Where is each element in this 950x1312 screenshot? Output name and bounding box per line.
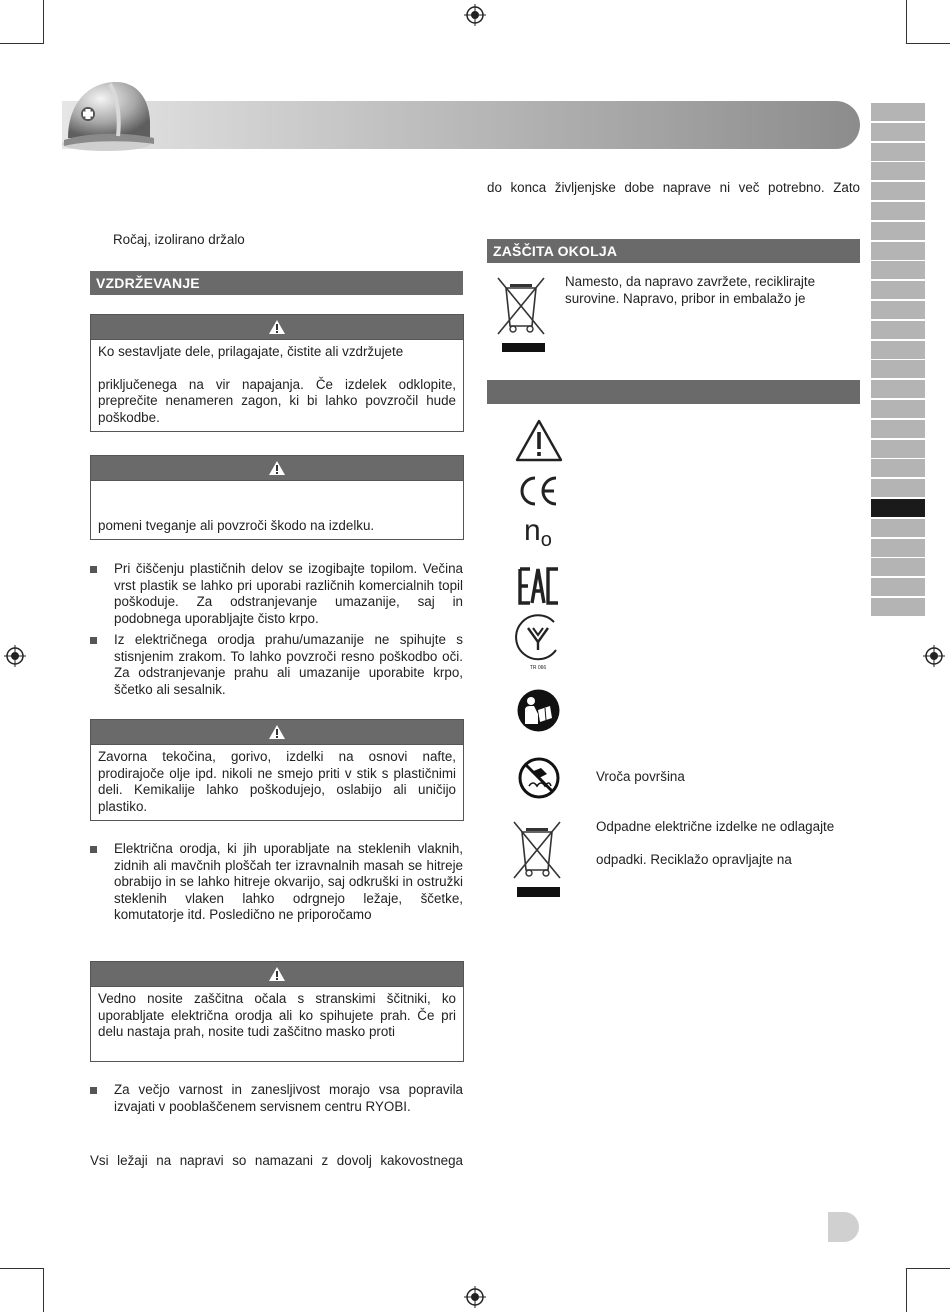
noise-level-n: n — [524, 514, 541, 547]
warning-triangle-icon — [268, 460, 286, 476]
crop-mark — [906, 43, 950, 44]
chapter-tab[interactable] — [871, 222, 925, 240]
crop-mark — [43, 1268, 44, 1312]
chapter-tab-active[interactable] — [871, 499, 925, 517]
bearings-text: Vsi ležaji na napravi so namazani z dovolj kakovostnega — [90, 1153, 463, 1168]
warning-header — [91, 315, 463, 340]
crop-mark — [43, 0, 44, 44]
chapter-tab[interactable] — [871, 202, 925, 220]
chapter-tab[interactable] — [871, 103, 925, 121]
warning-text: pomeni tveganje ali povzroči škodo na izdelku. — [98, 518, 375, 533]
list-item: Pri čiščenju plastičnih delov se izogibajte topilom. Večina vrst plastik se lahko pri uporabi različnih komercialnih topil poškoduje. Za odstranjevanje umazanije, saj in podobnega uporabljajte čisto krpo. — [90, 561, 463, 627]
warning-box — [90, 961, 464, 1062]
hot-surface-icon — [517, 756, 561, 800]
chapter-tab[interactable] — [871, 558, 925, 576]
registration-mark-icon — [4, 645, 26, 667]
warning-triangle-icon — [268, 724, 286, 740]
chapter-tab[interactable] — [871, 420, 925, 438]
weee-text-line1: Odpadne električne izdelke ne odlagajte — [596, 819, 835, 834]
chapter-tab[interactable] — [871, 242, 925, 260]
list-item: Iz električnega orodja prahu/umazanije ne spihujte s stisnjenim zrakom. To lahko povzroči resno poškodbo oči. Za odstranjevanje prahu ali umazanije uporabite krpo, ščetko ali sesalnik. — [90, 632, 463, 698]
warning-box — [90, 455, 464, 540]
chapter-tabs — [871, 103, 925, 618]
chapter-tab[interactable] — [871, 539, 925, 557]
ua-conformity-icon — [514, 612, 564, 672]
read-manual-icon — [516, 688, 561, 733]
warning-header — [91, 456, 463, 481]
weee-bin-icon — [494, 276, 548, 354]
chapter-tab[interactable] — [871, 440, 925, 458]
warning-header — [91, 962, 463, 987]
crop-mark — [906, 0, 907, 44]
chapter-tab[interactable] — [871, 479, 925, 497]
chapter-tab[interactable] — [871, 360, 925, 378]
warning-text: Zavorna tekočina, gorivo, izdelki na osnovi nafte, prodirajoče olje ipd. nikoli ne smejo priti v stik s plastičnimi deli. Kemikalije lahko poškodujejo, oslabijo ali uničijo plastiko. — [98, 749, 456, 814]
warning-box — [90, 719, 464, 821]
chapter-tab[interactable] — [871, 459, 925, 477]
maintenance-header: VZDRŽEVANJE — [90, 271, 463, 295]
registration-mark-icon — [464, 4, 486, 26]
list-item: Električna orodja, ki jih uporabljate na steklenih vlaknih, zidnih ali mavčnih ploščah ter izravnalnih masah se hitreje obrabijo in se lahko hitreje okvarijo, saj odkruški in ostružki steklenih vlaken lahko odrgnejo ležaje, ščetke, komutatorje itd. Posledično ne priporočamo — [90, 841, 463, 924]
warning-text: Vedno nosite zaščitna očala s stranskimi ščitniki, ko uporabljate električna orodja ali ko spihujete prah. Če pri delu nastaja prah, nosite tudi zaščitno masko proti — [98, 991, 456, 1040]
warning-triangle-icon — [514, 418, 564, 464]
hot-surface-label: Vroča površina — [596, 769, 685, 784]
warning-text: Ko sestavljate dele, prilagajate, čistite ali vzdržujete — [98, 344, 404, 359]
chapter-tab[interactable] — [871, 162, 925, 180]
environment-text: Namesto, da napravo zavržete, reciklirajte surovine. Napravo, pribor in embalažo je — [565, 274, 816, 306]
crop-mark — [906, 1268, 950, 1269]
chapter-tab[interactable] — [871, 123, 925, 141]
noise-level-icon — [524, 516, 564, 554]
eac-mark-icon — [518, 567, 560, 605]
registration-mark-icon — [464, 1286, 486, 1308]
noise-level-o: o — [540, 529, 552, 551]
ua-label: TR 066 — [529, 665, 547, 671]
safety-helmet-icon — [58, 74, 158, 154]
crop-mark — [0, 43, 44, 44]
symbols-header — [487, 380, 860, 404]
chapter-tab[interactable] — [871, 281, 925, 299]
environment-header: ZAŠČITA OKOLJA — [487, 239, 860, 263]
warning-box — [90, 314, 464, 432]
top-text: do konca življenjske dobe naprave ni več potrebno. Zato — [487, 180, 860, 195]
registration-mark-icon — [923, 645, 945, 667]
chapter-tab[interactable] — [871, 598, 925, 616]
page-number-tab — [828, 1212, 859, 1242]
chapter-tab[interactable] — [871, 380, 925, 398]
chapter-tab[interactable] — [871, 143, 925, 161]
weee-bin-icon — [510, 820, 564, 900]
warning-text: priključenega na vir napajanja. Če izdelek odklopite, preprečite nenameren zagon, ki bi lahko povzročil hude poškodbe. — [98, 376, 456, 425]
chapter-tab[interactable] — [871, 301, 925, 319]
chapter-tab[interactable] — [871, 400, 925, 418]
section-banner — [62, 101, 860, 149]
chapter-tab[interactable] — [871, 341, 925, 359]
ce-mark-icon — [516, 474, 560, 508]
crop-mark — [0, 1268, 44, 1269]
chapter-tab[interactable] — [871, 182, 925, 200]
weee-text-line2: odpadki. Reciklažo opravljajte na — [596, 852, 792, 867]
chapter-tab[interactable] — [871, 261, 925, 279]
chapter-tab[interactable] — [871, 321, 925, 339]
warning-triangle-icon — [268, 966, 286, 982]
warning-header — [91, 720, 463, 745]
crop-mark — [906, 1268, 907, 1312]
handle-text: Ročaj, izolirano držalo — [113, 232, 245, 247]
chapter-tab[interactable] — [871, 519, 925, 537]
warning-triangle-icon — [268, 319, 286, 335]
list-item: Za večjo varnost in zanesljivost morajo vsa popravila izvajati v pooblaščenem servisnem centru RYOBI. — [90, 1082, 463, 1115]
chapter-tab[interactable] — [871, 578, 925, 596]
